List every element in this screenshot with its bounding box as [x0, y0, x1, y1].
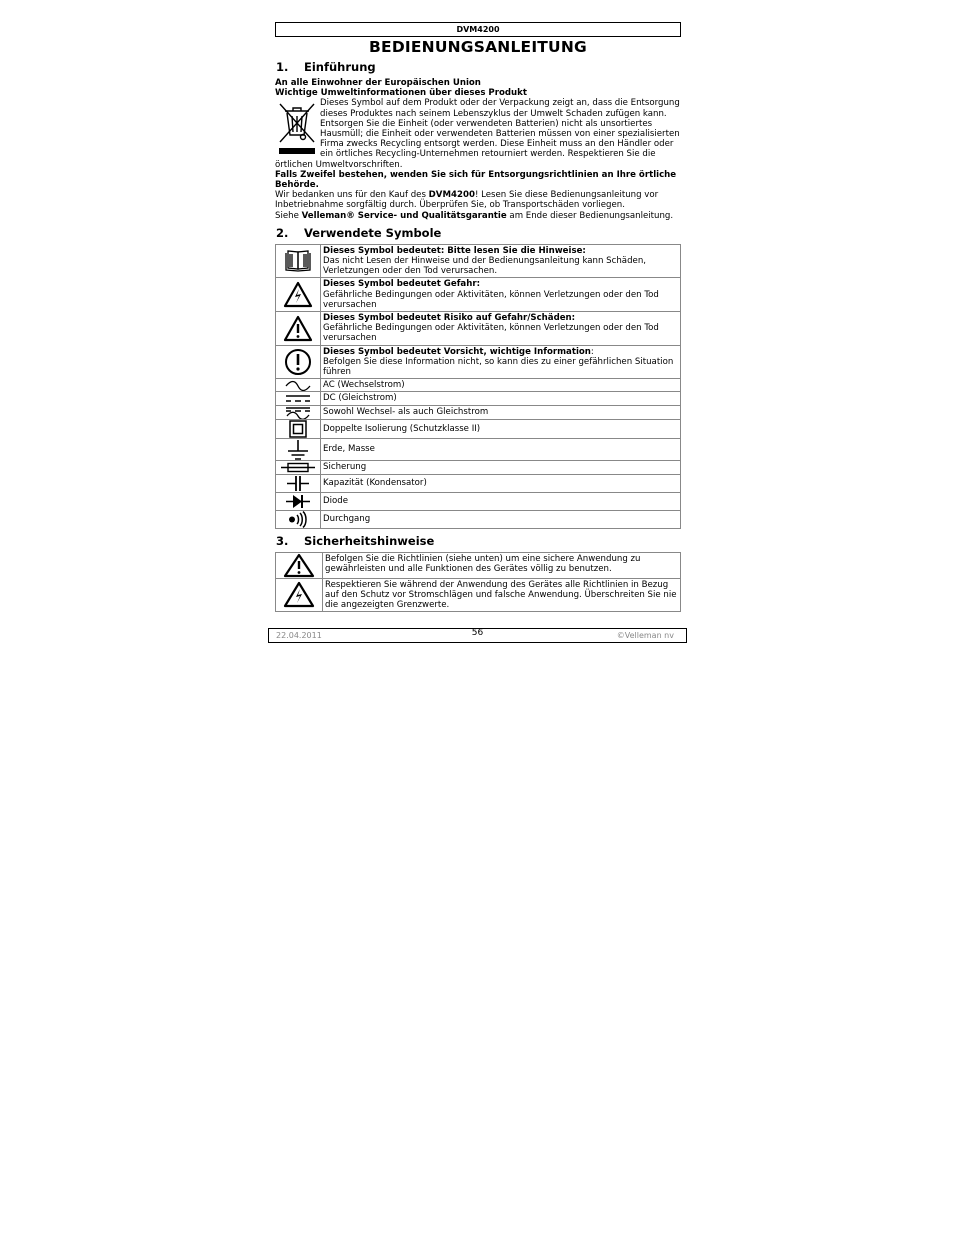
symbol-description: AC (Wechselstrom) — [321, 379, 681, 392]
symbol-description: Erde, Masse — [321, 438, 681, 460]
section-heading-3: 3. Sicherheitshinweise — [276, 533, 435, 548]
symbol-description: Durchgang — [321, 510, 681, 528]
page-footer — [268, 628, 687, 643]
section-heading-1: 1. Einführung — [276, 60, 376, 74]
page-number: 56 — [471, 628, 484, 638]
table-row — [276, 392, 681, 405]
symbols-table — [275, 244, 681, 529]
footer-copyright: ©Velleman nv — [616, 631, 674, 640]
warning-triangle-icon — [276, 312, 321, 346]
warranty-reference: Siehe Velleman® Service- und Qualitätsgarantie am Ende dieser Bedienungsanleitung. — [275, 210, 674, 221]
table-row — [276, 474, 681, 492]
double-insulation-icon — [276, 419, 321, 438]
symbol-description: Kapazität (Kondensator) — [321, 474, 681, 492]
ground-icon — [276, 438, 321, 460]
page-header-model: DVM4200 — [275, 22, 681, 37]
table-row — [276, 379, 681, 392]
table-row — [276, 244, 681, 278]
diode-icon — [276, 492, 321, 510]
doubt-notice: Falls Zweifel bestehen, wenden Sie sich für Entsorgungsrichtlinien an Ihre örtliche Behörde. — [275, 169, 677, 191]
symbol-title: Dieses Symbol bedeutet Gefahr: — [323, 279, 481, 290]
manual-page — [275, 22, 681, 612]
caution-circle-icon — [276, 345, 321, 379]
symbol-description: Gefährliche Bedingungen oder Aktivitäten, können Verletzungen oder den Tod verursachen — [323, 289, 659, 310]
table-row — [276, 552, 681, 578]
safety-text: Befolgen Sie die Richtlinien (siehe unten) um eine sichere Anwendung zu gewährleisten und alle Funktionen des Gerätes völlig zu benutzen. — [323, 552, 681, 578]
table-row — [276, 578, 681, 612]
section-heading-2: 2. Verwendete Symbole — [276, 225, 442, 240]
safety-text: Respektieren Sie während der Anwendung des Gerätes alle Richtlinien in Bezug auf den Schutz vor Stromschlägen und falsche Anwendung. Überschreiten Sie nie die angezeigten Grenzwerte. — [323, 578, 681, 612]
symbol-title: Dieses Symbol bedeutet: Bitte lesen Sie die Hinweise: — [323, 245, 586, 256]
symbol-description: Diode — [321, 492, 681, 510]
table-row — [276, 492, 681, 510]
page-title: BEDIENUNGSANLEITUNG — [369, 38, 587, 56]
symbol-description: Gefährliche Bedingungen oder Aktivitäten, können Verletzungen oder den Tod verursachen — [323, 323, 659, 344]
capacitor-icon — [276, 474, 321, 492]
eu-line-2: Wichtige Umweltinformationen über dieses Produkt — [275, 88, 527, 99]
weee-text: Dieses Symbol auf dem Produkt oder der Verpackung zeigt an, dass die Entsorgung dieses Produktes nach seinem Lebenszyklus der Umwelt Schaden zufügen kann. Entsorgen Sie die Einheit (oder verwendeten Batterien) nicht als unsortiertes Hausmüll; die Einheit oder verwendeten Batterien müssen von einer spezialisierten Firma zwecks Recycling entsorgt werden. Diese Einheit muss an den Händler oder ein örtliches Recycling-Unternehmen retourniert werden. Respektieren Sie die örtlichen Umweltvorschriften. — [275, 98, 680, 170]
table-row: Dieses Symbol bedeutet Vorsicht, wichtige Information: Befolgen Sie diese Information nicht, so kann dies zu einer gefährlichen Situation führen — [276, 345, 681, 379]
ac-dc-icon — [276, 405, 321, 419]
footer-date: 22.04.2011 — [276, 631, 322, 640]
ac-icon — [276, 379, 321, 392]
dc-icon — [276, 392, 321, 405]
symbol-description: Das nicht Lesen der Hinweise und der Bedienungsanleitung kann Schäden, Verletzungen oder den Tod verursachen. — [323, 256, 646, 277]
table-row — [276, 278, 681, 312]
table-row — [276, 438, 681, 460]
warning-triangle-icon — [276, 552, 323, 578]
symbol-description: Befolgen Sie diese Information nicht, so kann dies zu einer gefährlichen Situation führen — [323, 356, 674, 378]
symbol-description: Sowohl Wechsel- als auch Gleichstrom — [321, 405, 681, 419]
table-row — [276, 419, 681, 438]
continuity-icon — [276, 510, 321, 528]
safety-table — [275, 552, 681, 613]
table-row — [276, 510, 681, 528]
fuse-icon — [276, 460, 321, 474]
symbol-description: Doppelte Isolierung (Schutzklasse II) — [321, 419, 681, 438]
high-voltage-warning-icon — [276, 578, 323, 612]
symbol-title: Dieses Symbol bedeutet Vorsicht, wichtige Information — [323, 346, 591, 357]
weee-bin-icon — [275, 99, 319, 157]
eu-line-1: An alle Einwohner der Europäischen Union — [275, 78, 481, 88]
symbol-description: DC (Gleichstrom) — [321, 392, 681, 405]
table-row — [276, 312, 681, 346]
symbol-description: Sicherung — [321, 460, 681, 474]
table-row — [276, 405, 681, 419]
book-icon — [276, 244, 321, 278]
high-voltage-warning-icon — [276, 278, 321, 312]
thanks-paragraph: Wir bedanken uns für den Kauf des DVM4200! Lesen Sie diese Bedienungsanleitung vor Inbetriebnahme sorgfältig durch. Überprüfen Sie, ob Transportschäden vorliegen. — [275, 190, 659, 211]
table-row — [276, 460, 681, 474]
symbol-title: Dieses Symbol bedeutet Risiko auf Gefahr/Schäden: — [323, 313, 576, 324]
weee-block — [275, 98, 681, 169]
